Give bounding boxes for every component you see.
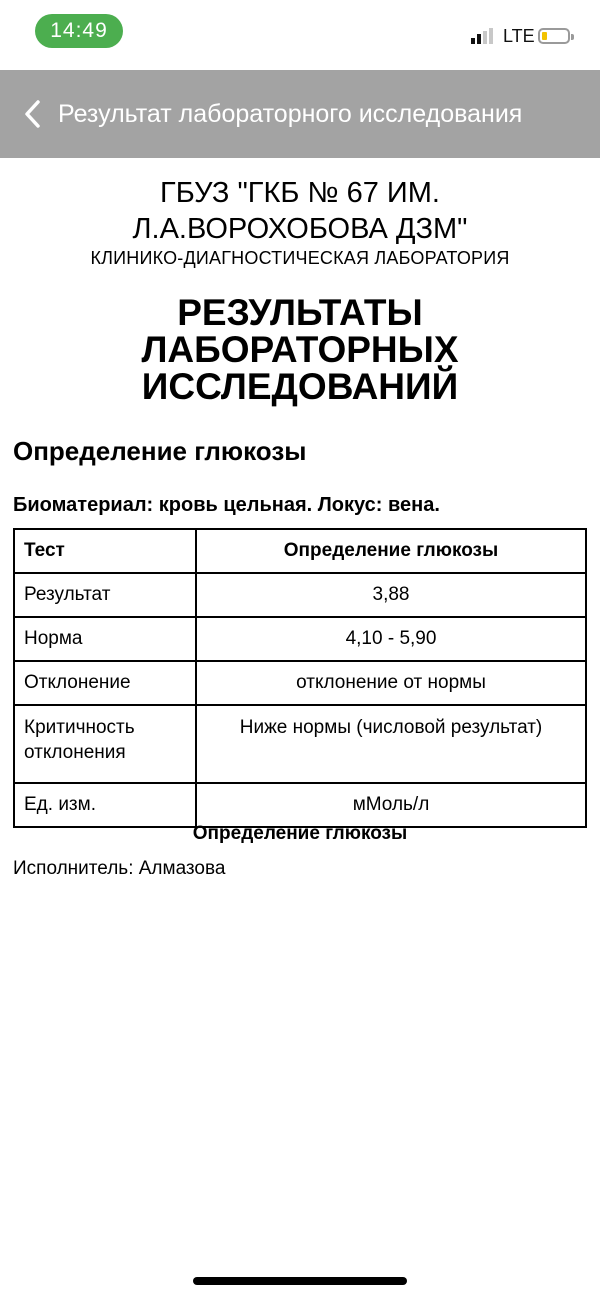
footer-test-name: Определение глюкозы xyxy=(192,823,408,844)
row-value: мМоль/л xyxy=(196,783,586,827)
org-line-1: ГБУЗ "ГКБ № 67 ИМ. xyxy=(160,177,440,209)
results-table xyxy=(13,528,587,828)
header-test: Тест xyxy=(14,529,196,573)
report-title-line-1: РЕЗУЛЬТАТЫ xyxy=(177,292,423,333)
network-type: LTE xyxy=(503,26,535,46)
test-name: Определение глюкозы xyxy=(13,436,307,466)
status-time: 14:49 xyxy=(35,14,123,48)
row-value: отклонение от нормы xyxy=(196,661,586,705)
page-title: Результат лабораторного исследования xyxy=(58,100,523,128)
chevron-left-icon[interactable] xyxy=(22,100,46,128)
row-label-line-1: Критичность xyxy=(24,717,135,738)
row-label: Норма xyxy=(14,617,196,661)
lab-name: КЛИНИКО-ДИАГНОСТИЧЕСКАЯ ЛАБОРАТОРИЯ xyxy=(90,248,510,268)
row-label-line-2: отклонения xyxy=(24,742,126,763)
table-row xyxy=(14,783,586,827)
executor: Исполнитель: Алмазова xyxy=(13,858,226,879)
row-label: Результат xyxy=(14,573,196,617)
row-label: Ед. изм. xyxy=(14,783,196,827)
report-title-line-2: ЛАБОРАТОРНЫХ xyxy=(141,329,459,370)
nav-bar xyxy=(0,70,600,158)
table-row xyxy=(14,661,586,705)
biomaterial-info: Биоматериал: кровь цельная. Локус: вена. xyxy=(13,494,440,516)
row-label: Отклонение xyxy=(14,661,196,705)
report-title-line-3: ИССЛЕДОВАНИЙ xyxy=(141,366,459,407)
signal-icon xyxy=(471,28,497,46)
table-row xyxy=(14,617,586,661)
org-line-2: Л.А.ВОРОХОБОВА ДЗМ" xyxy=(132,213,468,245)
status-bar xyxy=(0,0,600,70)
table-row xyxy=(14,705,586,783)
row-value: 4,10 - 5,90 xyxy=(196,617,586,661)
report-title xyxy=(0,294,600,405)
row-value: Ниже нормы (числовой результат) xyxy=(196,705,586,783)
header-test-name: Определение глюкозы xyxy=(196,529,586,573)
row-value: 3,88 xyxy=(196,573,586,617)
table-header-row xyxy=(14,529,586,573)
table-row xyxy=(14,573,586,617)
row-label xyxy=(14,705,196,783)
battery-icon xyxy=(538,28,570,44)
organization-name xyxy=(0,175,600,247)
home-indicator[interactable] xyxy=(193,1277,407,1285)
